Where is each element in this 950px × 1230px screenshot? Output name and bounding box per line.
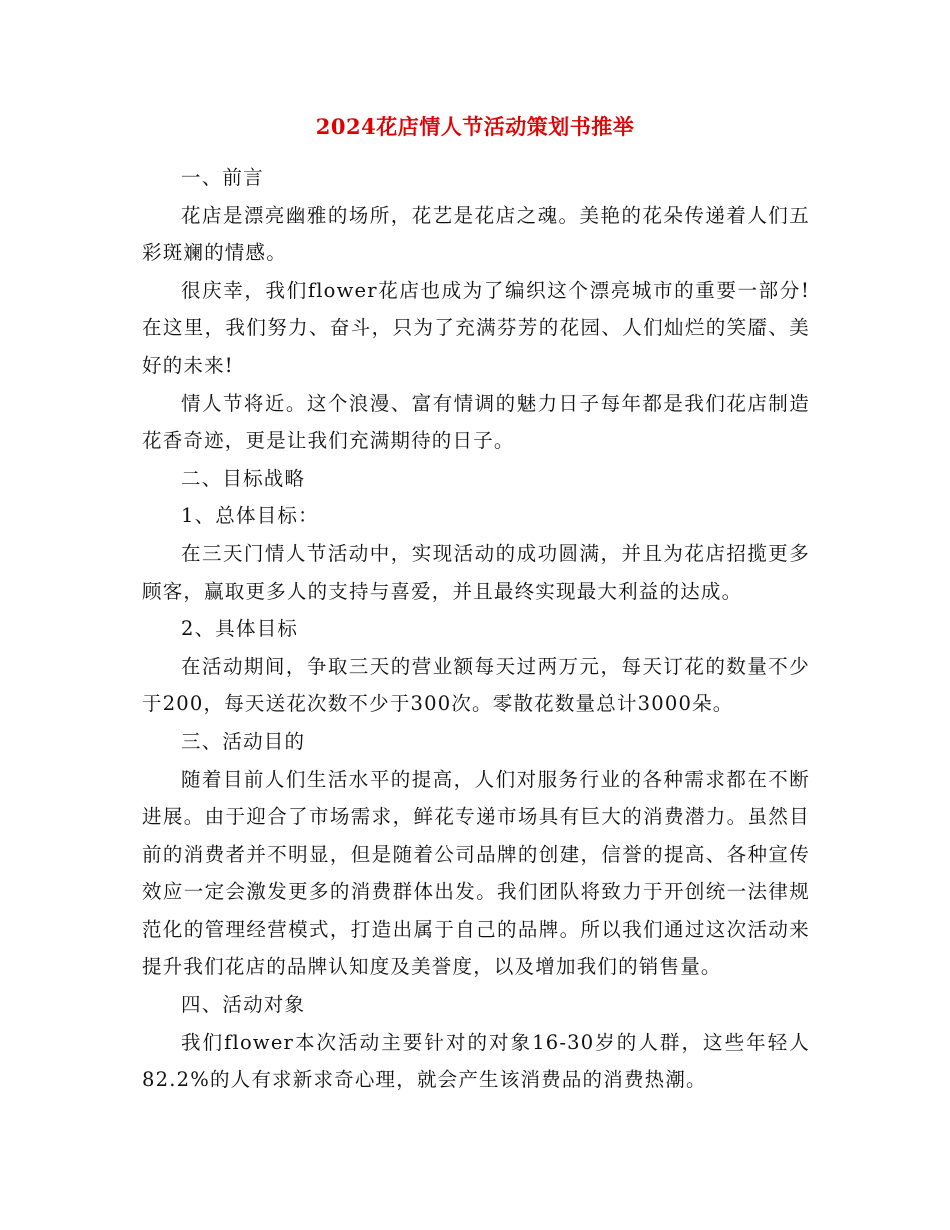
heading-specific-goal: 2、具体目标 bbox=[181, 617, 299, 641]
paragraph-valentines: 情人节将近。这个浪漫、富有情调的魅力日子每年都是我们花店制造花香奇迹，更是让我们充满期待的日子。 bbox=[142, 391, 810, 453]
document-title: 2024花店情人节活动策划书推举 bbox=[315, 114, 635, 139]
heading-activity-purpose: 三、活动目的 bbox=[181, 729, 306, 753]
paragraph-activity-purpose: 随着目前人们生活水平的提高，人们对服务行业的各种需求都在不断进展。由于迎合了市场需求，鲜花专递市场具有巨大的消费潜力。虽然目前的消费者并不明显，但是随着公司品牌的创建，信誉的提高、各种宣传效应一定会激发更多的消费群体出发。我们团队将致力于开创统一法律规范化的管理经营模式，打造出属于自己的品牌。所以我们通过这次活动来提升我们花店的品牌认知度及美誉度，以及增加我们的销售量。 bbox=[142, 767, 810, 979]
heading-preface: 一、前言 bbox=[181, 166, 264, 189]
paragraph-flower-shop: 很庆幸，我们flower花店也成为了编织这个漂亮城市的重要一部分!在这里，我们努力、奋斗，只为了充满芬芳的花园、人们灿烂的笑靥、美好的未来! bbox=[142, 278, 810, 377]
paragraph-specific-goal: 在活动期间，争取三天的营业额每天过两万元，每天订花的数量不少于200，每天送花次数不少于300次。零散花数量总计3000朵。 bbox=[142, 654, 810, 716]
paragraph-overall-goal: 在三天门情人节活动中，实现活动的成功圆满，并且为花店招揽更多顾客，赢取更多人的支持与喜爱，并且最终实现最大利益的达成。 bbox=[142, 541, 810, 603]
paragraph-target-audience: 我们flower本次活动主要针对的对象16-30岁的人群，这些年轻人82.2%的人有求新求奇心理，就会产生该消费品的消费热潮。 bbox=[142, 1030, 810, 1092]
paragraph-intro: 花店是漂亮幽雅的场所，花艺是花店之魂。美艳的花朵传递着人们五彩斑斓的情感。 bbox=[142, 203, 810, 265]
heading-goals-strategy: 二、目标战略 bbox=[181, 466, 306, 490]
heading-overall-goal: 1、总体目标： bbox=[181, 504, 319, 528]
document-body bbox=[142, 159, 810, 1099]
heading-target-audience: 四、活动对象 bbox=[181, 993, 306, 1017]
